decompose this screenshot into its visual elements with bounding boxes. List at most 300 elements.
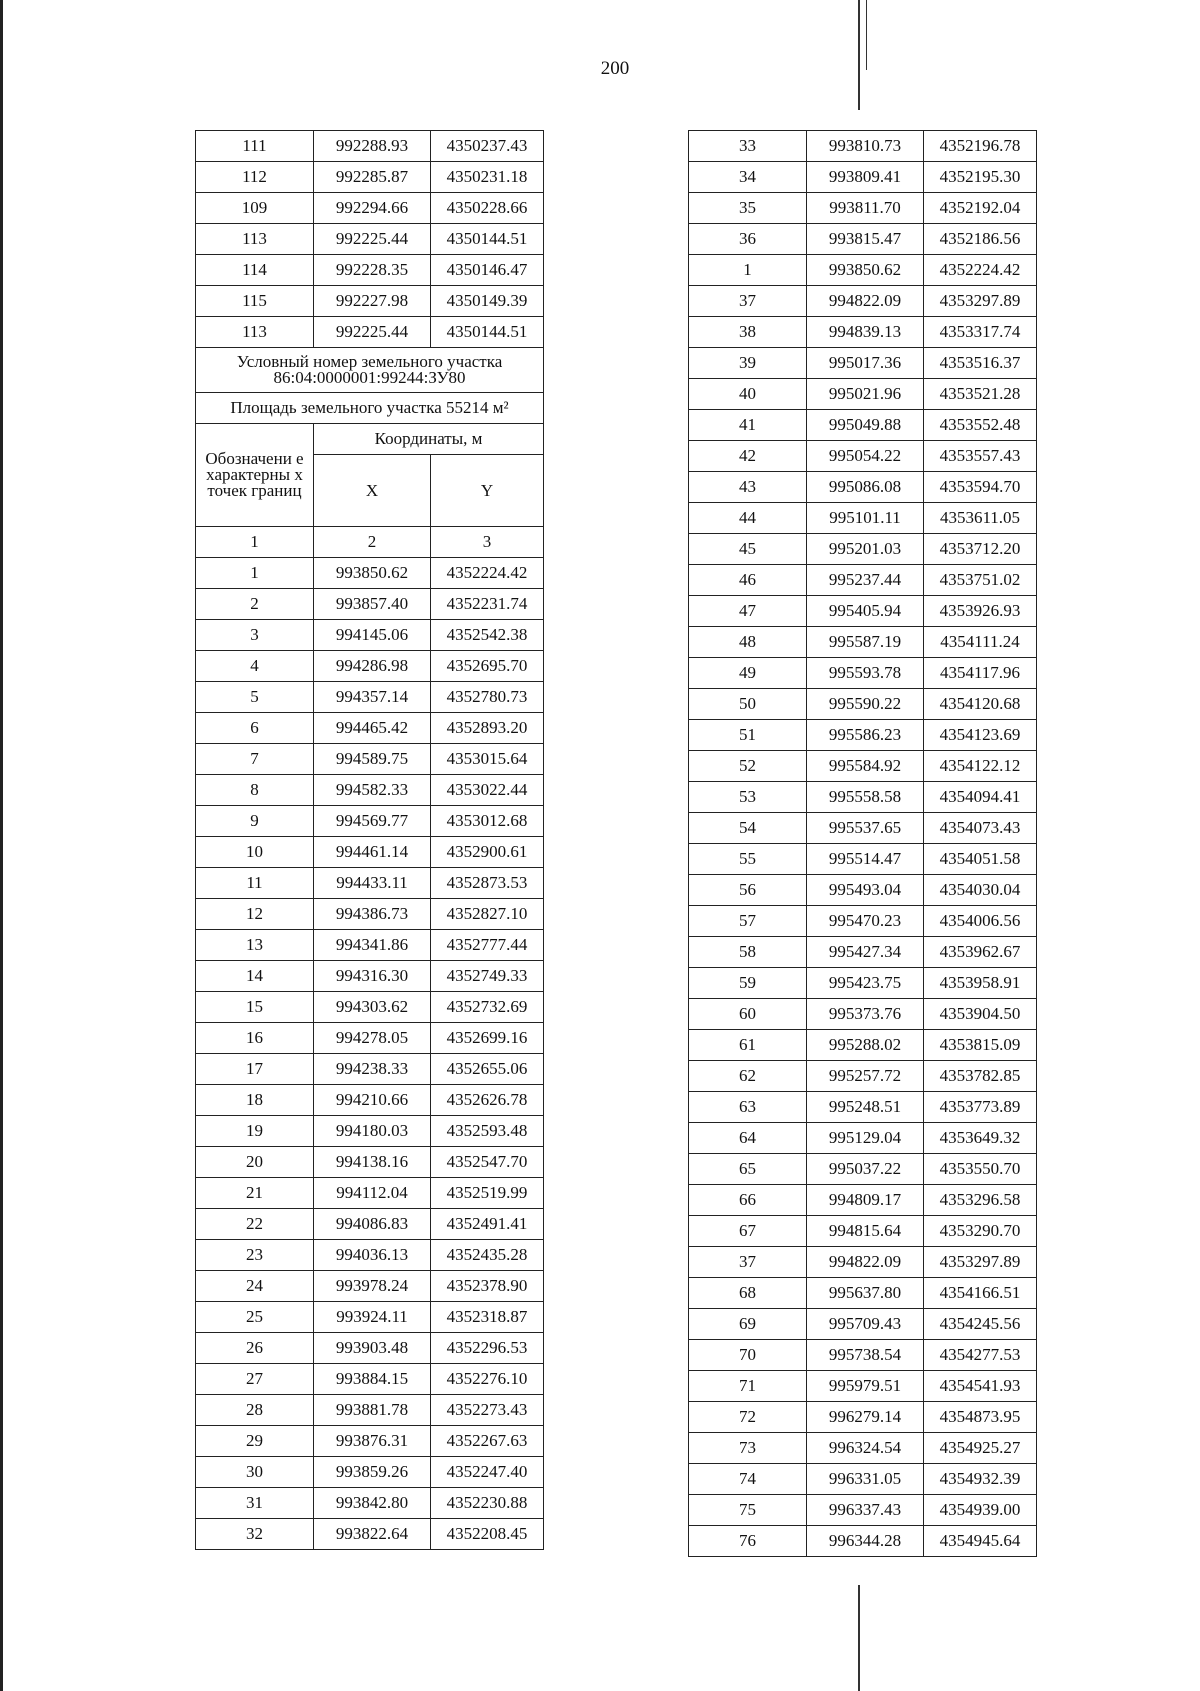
coordinates-header: Координаты, м	[314, 424, 544, 455]
y-coordinate: 4352247.40	[431, 1457, 544, 1488]
point-id: 43	[689, 472, 807, 503]
y-coordinate: 4352547.70	[431, 1147, 544, 1178]
table-row	[689, 472, 1037, 503]
point-id: 33	[689, 131, 807, 162]
x-coordinate: 993876.31	[314, 1426, 431, 1457]
x-coordinate: 995405.94	[807, 596, 924, 627]
point-id: 40	[689, 379, 807, 410]
table-row	[689, 503, 1037, 534]
x-coordinate: 994210.66	[314, 1085, 431, 1116]
y-coordinate: 4352519.99	[431, 1178, 544, 1209]
x-coordinate: 995637.80	[807, 1278, 924, 1309]
point-id: 75	[689, 1495, 807, 1526]
table-row	[689, 751, 1037, 782]
y-coordinate: 4353773.89	[924, 1092, 1037, 1123]
point-id: 71	[689, 1371, 807, 1402]
x-coordinate: 995037.22	[807, 1154, 924, 1185]
point-id: 41	[689, 410, 807, 441]
point-id: 12	[196, 899, 314, 930]
x-coordinate: 995086.08	[807, 472, 924, 503]
point-id: 3	[196, 620, 314, 651]
y-coordinate: 4352231.74	[431, 589, 544, 620]
x-coordinate: 995593.78	[807, 658, 924, 689]
column-number-2: 2	[314, 527, 431, 558]
x-coordinate: 996331.05	[807, 1464, 924, 1495]
table-row	[196, 1364, 544, 1395]
point-id: 20	[196, 1147, 314, 1178]
table-row	[196, 1395, 544, 1426]
x-coordinate: 994822.09	[807, 286, 924, 317]
point-id: 32	[196, 1519, 314, 1550]
table-row	[689, 1402, 1037, 1433]
x-coordinate: 996337.43	[807, 1495, 924, 1526]
point-id: 29	[196, 1426, 314, 1457]
y-coordinate: 4350149.39	[431, 286, 544, 317]
y-coordinate: 4354245.56	[924, 1309, 1037, 1340]
point-id: 56	[689, 875, 807, 906]
point-id: 114	[196, 255, 314, 286]
y-coordinate: 4352777.44	[431, 930, 544, 961]
y-coordinate: 4352491.41	[431, 1209, 544, 1240]
x-coordinate: 993884.15	[314, 1364, 431, 1395]
point-id: 112	[196, 162, 314, 193]
y-coordinate: 4353012.68	[431, 806, 544, 837]
x-coordinate: 994386.73	[314, 899, 431, 930]
x-coordinate: 994138.16	[314, 1147, 431, 1178]
table-row	[689, 906, 1037, 937]
table-row	[689, 1495, 1037, 1526]
point-id: 115	[196, 286, 314, 317]
y-coordinate: 4352267.63	[431, 1426, 544, 1457]
x-coordinate: 995587.19	[807, 627, 924, 658]
point-id: 74	[689, 1464, 807, 1495]
x-coordinate: 995201.03	[807, 534, 924, 565]
point-id: 60	[689, 999, 807, 1030]
point-id: 16	[196, 1023, 314, 1054]
x-coordinate: 994815.64	[807, 1216, 924, 1247]
table-row	[689, 348, 1037, 379]
table-row	[196, 131, 544, 162]
x-coordinate: 992285.87	[314, 162, 431, 193]
point-id: 52	[689, 751, 807, 782]
y-coordinate: 4352626.78	[431, 1085, 544, 1116]
table-row	[689, 534, 1037, 565]
table-row	[196, 1271, 544, 1302]
x-coordinate: 995738.54	[807, 1340, 924, 1371]
x-coordinate: 995248.51	[807, 1092, 924, 1123]
y-coordinate: 4353958.91	[924, 968, 1037, 999]
point-id: 64	[689, 1123, 807, 1154]
table-row	[196, 558, 544, 589]
x-coordinate: 993811.70	[807, 193, 924, 224]
x-coordinate: 995558.58	[807, 782, 924, 813]
column-number-3: 3	[431, 527, 544, 558]
x-coordinate: 994238.33	[314, 1054, 431, 1085]
x-coordinate: 996324.54	[807, 1433, 924, 1464]
table-row	[689, 1216, 1037, 1247]
point-id: 69	[689, 1309, 807, 1340]
x-coordinate: 993924.11	[314, 1302, 431, 1333]
x-coordinate: 992227.98	[314, 286, 431, 317]
table-row	[196, 286, 544, 317]
table-row	[196, 837, 544, 868]
page-number: 200	[600, 58, 630, 79]
x-coordinate: 994303.62	[314, 992, 431, 1023]
table-row	[196, 1426, 544, 1457]
y-coordinate: 4353904.50	[924, 999, 1037, 1030]
x-coordinate: 994589.75	[314, 744, 431, 775]
table-row	[689, 1309, 1037, 1340]
x-coordinate: 993850.62	[807, 255, 924, 286]
y-coordinate: 4352732.69	[431, 992, 544, 1023]
x-coordinate: 993810.73	[807, 131, 924, 162]
point-id: 25	[196, 1302, 314, 1333]
point-id: 4	[196, 651, 314, 682]
x-coordinate: 994112.04	[314, 1178, 431, 1209]
point-id: 37	[689, 286, 807, 317]
previous-parcel-rows	[196, 131, 544, 348]
y-coordinate: 4350144.51	[431, 317, 544, 348]
table-row	[196, 1023, 544, 1054]
parcel-number-row	[196, 348, 544, 393]
x-coordinate: 995101.11	[807, 503, 924, 534]
y-coordinate: 4354111.24	[924, 627, 1037, 658]
table-row	[196, 317, 544, 348]
table-row	[196, 713, 544, 744]
point-id: 76	[689, 1526, 807, 1557]
x-coordinate: 994582.33	[314, 775, 431, 806]
y-coordinate: 4352273.43	[431, 1395, 544, 1426]
y-coordinate: 4353926.93	[924, 596, 1037, 627]
x-coordinate: 992225.44	[314, 317, 431, 348]
table-row	[689, 1526, 1037, 1557]
point-id: 63	[689, 1092, 807, 1123]
x-coordinate: 994569.77	[314, 806, 431, 837]
y-coordinate: 4354939.00	[924, 1495, 1037, 1526]
table-row	[689, 1030, 1037, 1061]
parcel-area-row	[196, 393, 544, 424]
point-id: 22	[196, 1209, 314, 1240]
y-coordinate: 4354123.69	[924, 720, 1037, 751]
point-id: 44	[689, 503, 807, 534]
table-row	[196, 193, 544, 224]
x-coordinate: 994145.06	[314, 620, 431, 651]
table-row	[689, 1154, 1037, 1185]
table-row	[196, 1333, 544, 1364]
point-id: 70	[689, 1340, 807, 1371]
point-id: 109	[196, 193, 314, 224]
boundary-point-rows	[689, 131, 1037, 1557]
point-id: 62	[689, 1061, 807, 1092]
point-id: 37	[689, 1247, 807, 1278]
point-id: 5	[196, 682, 314, 713]
point-id: 14	[196, 961, 314, 992]
table-row	[689, 379, 1037, 410]
y-coordinate: 4352276.10	[431, 1364, 544, 1395]
y-coordinate: 4353552.48	[924, 410, 1037, 441]
binding-line-top	[858, 0, 860, 110]
y-coordinate: 4352699.16	[431, 1023, 544, 1054]
y-coordinate: 4354945.64	[924, 1526, 1037, 1557]
y-coordinate: 4350237.43	[431, 131, 544, 162]
x-coordinate: 995514.47	[807, 844, 924, 875]
point-id: 27	[196, 1364, 314, 1395]
table-row	[689, 658, 1037, 689]
x-coordinate: 993881.78	[314, 1395, 431, 1426]
x-coordinate: 993903.48	[314, 1333, 431, 1364]
x-coordinate: 994809.17	[807, 1185, 924, 1216]
x-coordinate: 994278.05	[314, 1023, 431, 1054]
point-id: 24	[196, 1271, 314, 1302]
x-header: X	[314, 455, 431, 527]
table-row	[196, 620, 544, 651]
x-coordinate: 993978.24	[314, 1271, 431, 1302]
x-coordinate: 995054.22	[807, 441, 924, 472]
point-id: 31	[196, 1488, 314, 1519]
x-coordinate: 993850.62	[314, 558, 431, 589]
table-row	[689, 720, 1037, 751]
table-row	[196, 1054, 544, 1085]
y-coordinate: 4352542.38	[431, 620, 544, 651]
point-id: 39	[689, 348, 807, 379]
table-row	[689, 782, 1037, 813]
boundary-point-rows	[196, 558, 544, 1550]
point-id: 51	[689, 720, 807, 751]
y-coordinate: 4352780.73	[431, 682, 544, 713]
x-coordinate: 992294.66	[314, 193, 431, 224]
y-coordinate: 4352827.10	[431, 899, 544, 930]
table-row	[689, 410, 1037, 441]
y-coordinate: 4350231.18	[431, 162, 544, 193]
y-coordinate: 4354122.12	[924, 751, 1037, 782]
x-coordinate: 995129.04	[807, 1123, 924, 1154]
point-id: 55	[689, 844, 807, 875]
table-row	[196, 1488, 544, 1519]
x-coordinate: 995237.44	[807, 565, 924, 596]
x-coordinate: 995586.23	[807, 720, 924, 751]
coordinates-table-left	[195, 130, 544, 1550]
point-id: 26	[196, 1333, 314, 1364]
table-row	[196, 775, 544, 806]
table-row	[196, 744, 544, 775]
point-id: 30	[196, 1457, 314, 1488]
table-row	[689, 689, 1037, 720]
x-coordinate: 992225.44	[314, 224, 431, 255]
point-id: 18	[196, 1085, 314, 1116]
x-coordinate: 994316.30	[314, 961, 431, 992]
parcel-header	[196, 348, 544, 558]
parcel-number-cell	[196, 348, 544, 393]
x-coordinate: 995709.43	[807, 1309, 924, 1340]
y-coordinate: 4350146.47	[431, 255, 544, 286]
point-id: 6	[196, 713, 314, 744]
table-row	[196, 1457, 544, 1488]
y-coordinate: 4353022.44	[431, 775, 544, 806]
x-coordinate: 996279.14	[807, 1402, 924, 1433]
point-id: 36	[689, 224, 807, 255]
y-coordinate: 4352186.56	[924, 224, 1037, 255]
point-id: 65	[689, 1154, 807, 1185]
x-coordinate: 993815.47	[807, 224, 924, 255]
point-id: 21	[196, 1178, 314, 1209]
scan-left-edge	[0, 0, 3, 1691]
point-id: 58	[689, 937, 807, 968]
table-row	[689, 286, 1037, 317]
y-coordinate: 4352208.45	[431, 1519, 544, 1550]
x-coordinate: 994433.11	[314, 868, 431, 899]
y-coordinate: 4352192.04	[924, 193, 1037, 224]
point-id: 38	[689, 317, 807, 348]
x-coordinate: 994036.13	[314, 1240, 431, 1271]
table-row	[196, 1178, 544, 1209]
y-coordinate: 4352195.30	[924, 162, 1037, 193]
table-row	[689, 1247, 1037, 1278]
y-coordinate: 4352435.28	[431, 1240, 544, 1271]
table-row	[689, 317, 1037, 348]
x-coordinate: 995427.34	[807, 937, 924, 968]
column-header-row	[196, 424, 544, 455]
table-row	[196, 1240, 544, 1271]
table-row	[196, 682, 544, 713]
y-coordinate: 4354117.96	[924, 658, 1037, 689]
point-id: 15	[196, 992, 314, 1023]
table-row	[689, 1185, 1037, 1216]
point-id: 113	[196, 317, 314, 348]
y-coordinate: 4353594.70	[924, 472, 1037, 503]
point-id: 17	[196, 1054, 314, 1085]
x-coordinate: 993857.40	[314, 589, 431, 620]
y-coordinate: 4352695.70	[431, 651, 544, 682]
table-row	[689, 999, 1037, 1030]
table-row	[689, 1061, 1037, 1092]
x-coordinate: 994461.14	[314, 837, 431, 868]
point-id: 50	[689, 689, 807, 720]
x-coordinate: 994086.83	[314, 1209, 431, 1240]
point-id: 48	[689, 627, 807, 658]
x-coordinate: 992228.35	[314, 255, 431, 286]
x-coordinate: 995257.72	[807, 1061, 924, 1092]
x-coordinate: 995470.23	[807, 906, 924, 937]
binding-line-bottom	[858, 1585, 860, 1691]
y-coordinate: 4354932.39	[924, 1464, 1037, 1495]
table-row	[689, 1433, 1037, 1464]
y-coordinate: 4353550.70	[924, 1154, 1037, 1185]
y-coordinate: 4352318.87	[431, 1302, 544, 1333]
table-row	[196, 961, 544, 992]
point-id: 53	[689, 782, 807, 813]
table-row	[196, 589, 544, 620]
x-coordinate: 994180.03	[314, 1116, 431, 1147]
y-header: Y	[431, 455, 544, 527]
y-coordinate: 4354166.51	[924, 1278, 1037, 1309]
table-row	[196, 1116, 544, 1147]
x-coordinate: 995493.04	[807, 875, 924, 906]
table-row	[689, 875, 1037, 906]
y-coordinate: 4354541.93	[924, 1371, 1037, 1402]
table-row	[689, 565, 1037, 596]
table-row	[689, 844, 1037, 875]
point-id: 28	[196, 1395, 314, 1426]
y-coordinate: 4352224.42	[431, 558, 544, 589]
point-id: 19	[196, 1116, 314, 1147]
table-row	[196, 992, 544, 1023]
point-id: 8	[196, 775, 314, 806]
x-coordinate: 995021.96	[807, 379, 924, 410]
parcel-area: Площадь земельного участка 55214 м²	[196, 393, 544, 424]
point-id: 68	[689, 1278, 807, 1309]
table-row	[196, 1085, 544, 1116]
y-coordinate: 4354277.53	[924, 1340, 1037, 1371]
table-row	[196, 868, 544, 899]
point-id: 61	[689, 1030, 807, 1061]
table-row	[196, 806, 544, 837]
point-id: 54	[689, 813, 807, 844]
y-coordinate: 4354094.41	[924, 782, 1037, 813]
x-coordinate: 995373.76	[807, 999, 924, 1030]
y-coordinate: 4353962.67	[924, 937, 1037, 968]
point-id: 57	[689, 906, 807, 937]
point-id: 67	[689, 1216, 807, 1247]
x-coordinate: 994839.13	[807, 317, 924, 348]
y-coordinate: 4353296.58	[924, 1185, 1037, 1216]
y-coordinate: 4350144.51	[431, 224, 544, 255]
table-row	[689, 937, 1037, 968]
table-row	[689, 1464, 1037, 1495]
y-coordinate: 4352655.06	[431, 1054, 544, 1085]
designation-header: Обозначени е характерны х точек границ	[196, 424, 314, 527]
point-id: 66	[689, 1185, 807, 1216]
x-coordinate: 995017.36	[807, 348, 924, 379]
column-number-row	[196, 527, 544, 558]
point-id: 45	[689, 534, 807, 565]
table-row	[689, 1371, 1037, 1402]
x-coordinate: 994465.42	[314, 713, 431, 744]
y-coordinate: 4352378.90	[431, 1271, 544, 1302]
point-id: 23	[196, 1240, 314, 1271]
y-coordinate: 4354873.95	[924, 1402, 1037, 1433]
point-id: 72	[689, 1402, 807, 1433]
point-id: 10	[196, 837, 314, 868]
table-row	[689, 255, 1037, 286]
x-coordinate: 993809.41	[807, 162, 924, 193]
point-id: 111	[196, 131, 314, 162]
y-coordinate: 4354051.58	[924, 844, 1037, 875]
point-id: 42	[689, 441, 807, 472]
table-row	[689, 1123, 1037, 1154]
table-row	[689, 1092, 1037, 1123]
parcel-label: Условный номер земельного участка	[236, 352, 503, 371]
point-id: 49	[689, 658, 807, 689]
point-id: 1	[689, 255, 807, 286]
point-id: 1	[196, 558, 314, 589]
y-coordinate: 4354006.56	[924, 906, 1037, 937]
y-coordinate: 4353015.64	[431, 744, 544, 775]
y-coordinate: 4353751.02	[924, 565, 1037, 596]
point-id: 34	[689, 162, 807, 193]
y-coordinate: 4353712.20	[924, 534, 1037, 565]
point-id: 59	[689, 968, 807, 999]
x-coordinate: 993859.26	[314, 1457, 431, 1488]
x-coordinate: 993822.64	[314, 1519, 431, 1550]
column-number-1: 1	[196, 527, 314, 558]
point-id: 13	[196, 930, 314, 961]
table-row	[689, 193, 1037, 224]
y-coordinate: 4353611.05	[924, 503, 1037, 534]
y-coordinate: 4352296.53	[431, 1333, 544, 1364]
table-row	[689, 441, 1037, 472]
y-coordinate: 4354030.04	[924, 875, 1037, 906]
table-row	[196, 255, 544, 286]
